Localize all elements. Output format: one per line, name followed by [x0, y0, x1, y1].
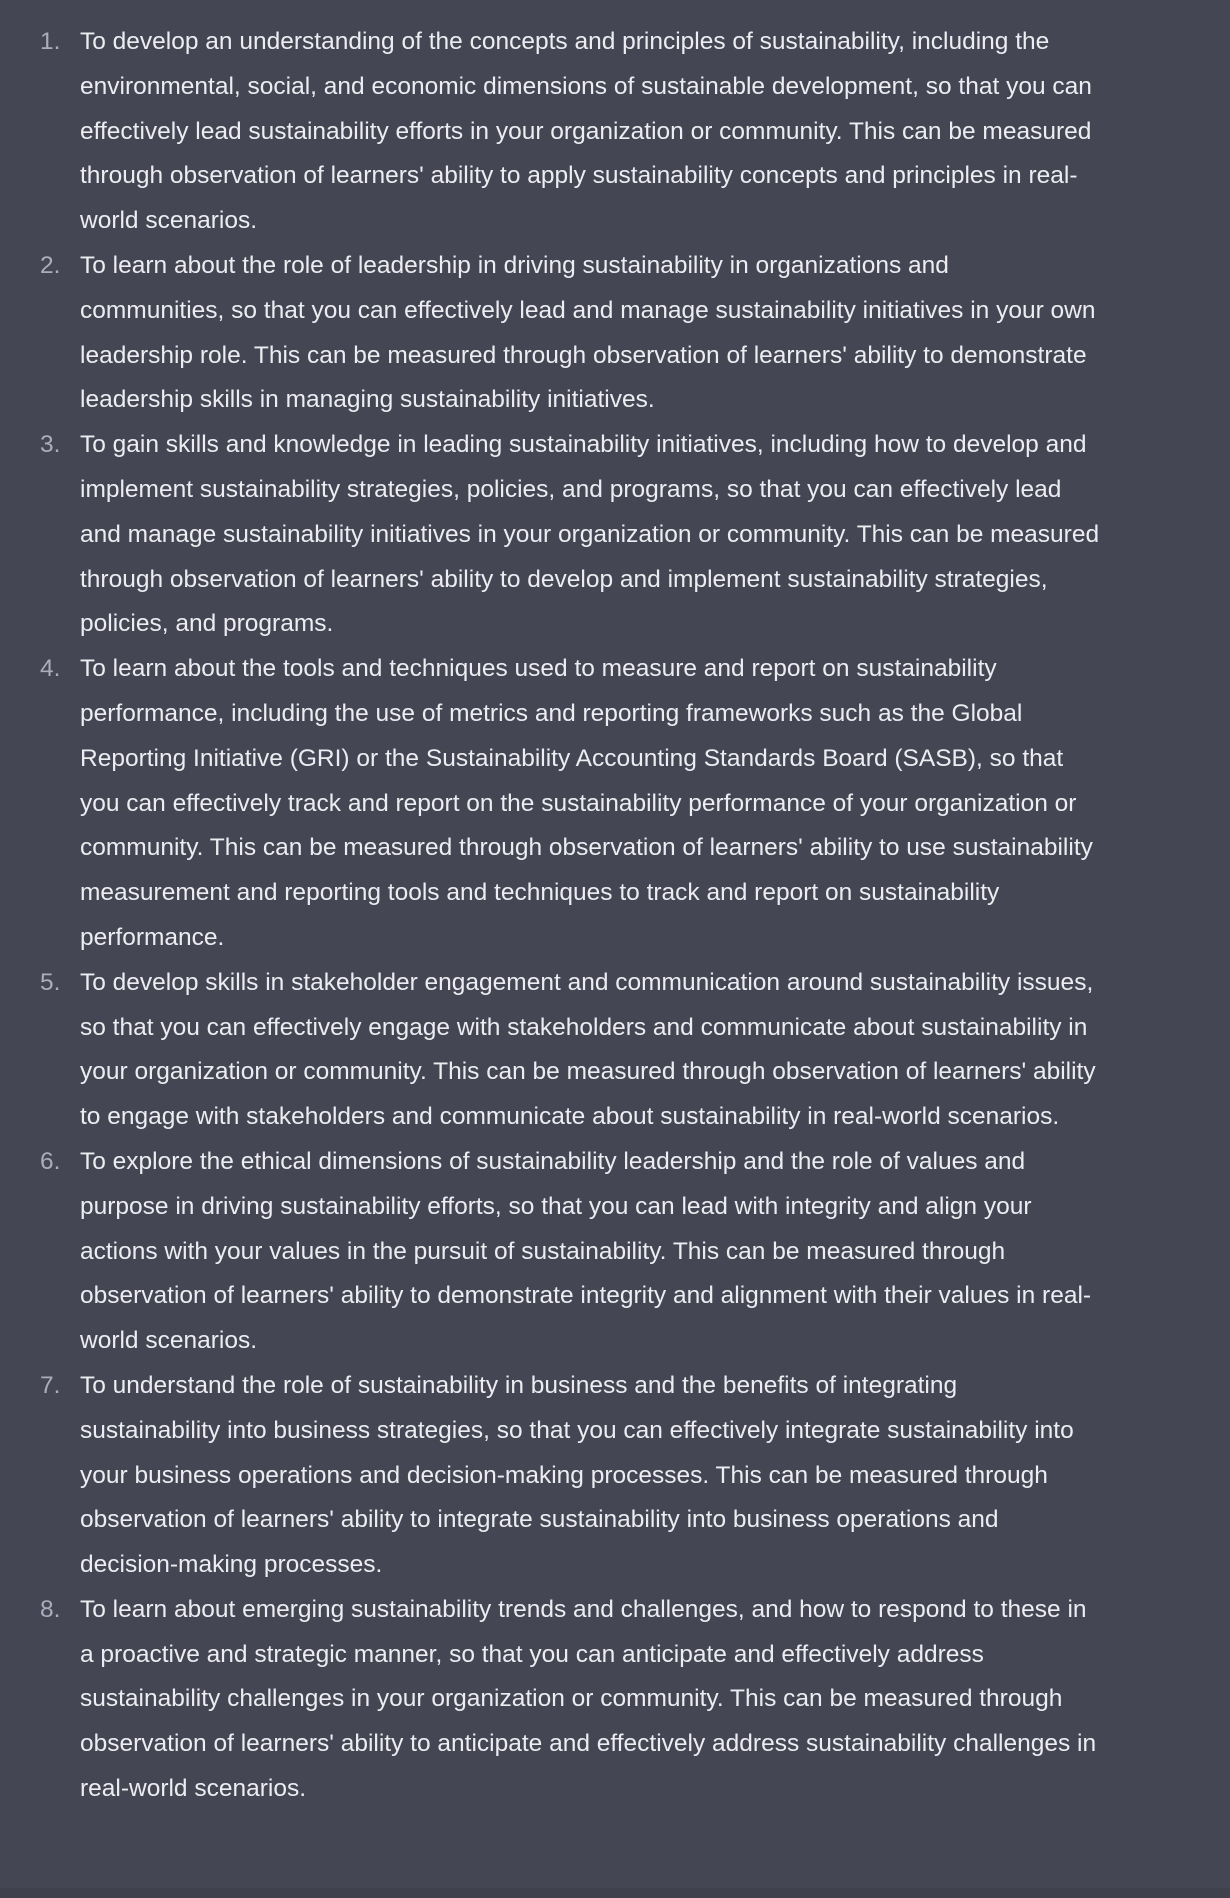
list-item: [0, 423, 1100, 647]
bottom-divider: [0, 1888, 1230, 1898]
list-item-number: 4.: [40, 655, 61, 683]
list-item: [0, 1588, 1100, 1812]
list-item-number: 3.: [40, 431, 61, 459]
list-item-text: To gain skills and knowledge in leading sustainability initiatives, including how to develop and implement sustainability strategies, policies, and programs, so that you can effectively lead and manage sustainability initiatives in your organization or community. This can be measured through observation of learners' ability to develop and implement sustainability strategies, policies, and programs.: [80, 431, 1100, 638]
list-item: [0, 961, 1100, 1140]
list-item-number: 8.: [40, 1595, 61, 1623]
list-item: [0, 647, 1100, 961]
learning-objectives-list: [0, 20, 1100, 1812]
list-item-number: 5.: [40, 968, 61, 996]
list-item-text: To develop an understanding of the concepts and principles of sustainability, including the environmental, social, and economic dimensions of sustainable development, so that you can effectively lead sustainability efforts in your organization or community. This can be measured through observation of learners' ability to apply sustainability concepts and principles in real-world scenarios.: [80, 28, 1092, 235]
list-item-text: To learn about emerging sustainability trends and challenges, and how to respond to these in a proactive and strategic manner, so that you can anticipate and effectively address sustainability challenges in your organization or community. This can be measured through observation of learners' ability to anticipate and effectively address sustainability challenges in real-world scenarios.: [80, 1595, 1097, 1803]
list-item: [0, 1140, 1100, 1364]
list-item: [0, 244, 1100, 423]
list-item-number: 7.: [40, 1371, 61, 1399]
list-item-number: 6.: [40, 1147, 61, 1175]
list-item-number: 1.: [40, 28, 61, 55]
list-item: [0, 20, 1100, 244]
list-item: [0, 1364, 1100, 1588]
list-item-text: To understand the role of sustainability in business and the benefits of integrating sustainability into business strategies, so that you can effectively integrate sustainability into your business operations and decision-making processes. This can be measured through observation of learners' ability to integrate sustainability into business operations and decision-making processes.: [80, 1371, 1074, 1579]
list-item-text: To learn about the tools and techniques used to measure and report on sustainability performance, including the use of metrics and reporting frameworks such as the Global Reporting Initiative (GRI) or the Sustainability Accounting Standards Board (SASB), so that you can effectively track and report on the sustainability performance of your organization or community. This can be measured through observation of learners' ability to use sustainability measurement and reporting tools and techniques to track and report on sustainability performance.: [80, 655, 1093, 951]
list-item-number: 2.: [40, 251, 61, 279]
list-item-text: To learn about the role of leadership in driving sustainability in organizations and communities, so that you can effectively lead and manage sustainability initiatives in your own leadership role. This can be measured through observation of learners' ability to demonstrate leadership skills in managing sustainability initiatives.: [80, 251, 1096, 414]
list-item-text: To explore the ethical dimensions of sustainability leadership and the role of values and purpose in driving sustainability efforts, so that you can lead with integrity and align your actions with your values in the pursuit of sustainability. This can be measured through observation of learners' ability to demonstrate integrity and alignment with their values in real-world scenarios.: [80, 1147, 1092, 1355]
list-item-text: To develop skills in stakeholder engagement and communication around sustainability issues, so that you can effectively engage with stakeholders and communicate about sustainability in your organization or community. This can be measured through observation of learners' ability to engage with stakeholders and communicate about sustainability in real-world scenarios.: [80, 968, 1096, 1131]
